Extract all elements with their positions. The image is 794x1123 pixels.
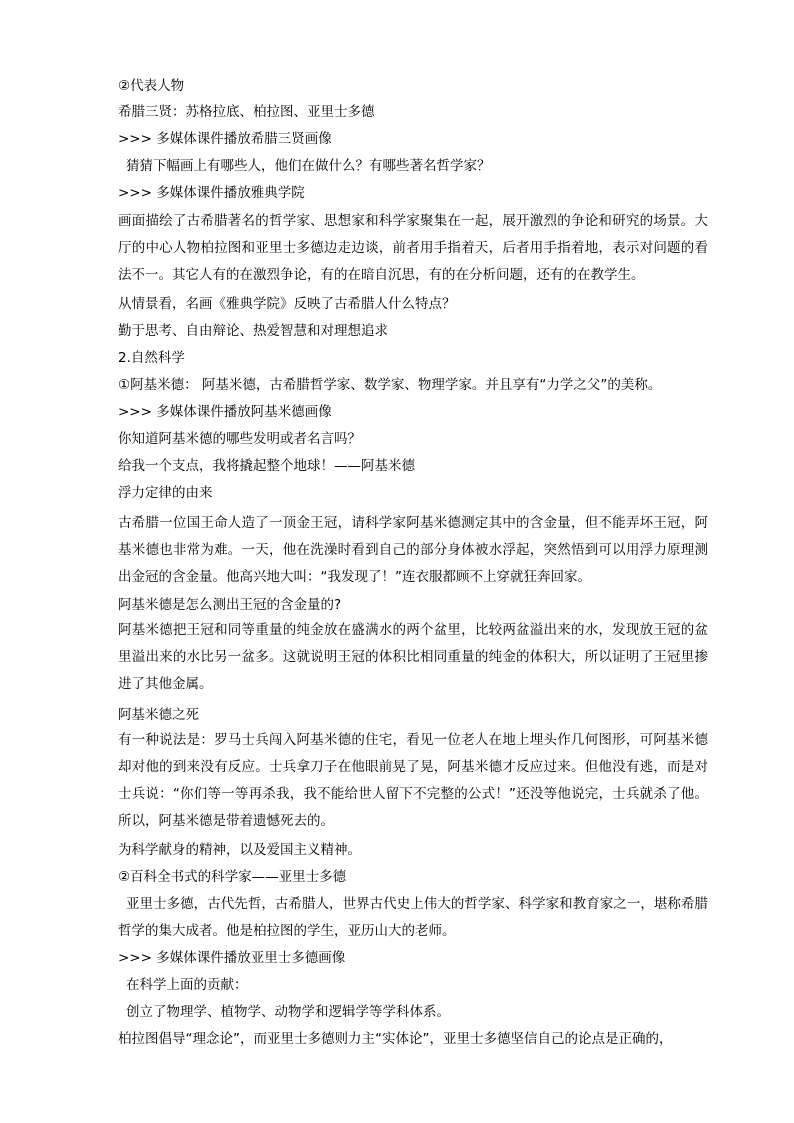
- subheading-natural-science: 2.自然科学: [118, 350, 185, 366]
- subheading-aristotle: ②百科全书式的科学家——亚里士多德: [118, 869, 347, 885]
- media-note-archimedes: >>> 多媒体课件播放阿基米德画像: [118, 404, 332, 420]
- question-painting: 猜猜下幅画上有哪些人，他们在做什么？有哪些著名哲学家？: [126, 158, 491, 174]
- paragraph-crown-method: 阿基米德把王冠和同等重量的纯金放在盛满水的两个盆里，比较两盆溢出来的水，发现放王冠的盆里溢出来的水比另一盆多。这就说明王冠的体积比相同重量的纯金的体积大，所以证明了王冠里掺进了其他金属。: [118, 622, 708, 692]
- paragraph-crown-story: 古希腊一位国王命人造了一顶金王冠，请科学家阿基米德测定其中的含金量，但不能弄坏王冠，阿基米德也非常为难。一天，他在洗澡时看到自己的部分身体被水浮起，突然悟到可以用浮力原理测出金冠的含金量。他高兴地大叫：“我发现了！”连衣服都顾不上穿就狂奔回家。: [118, 515, 708, 585]
- quote-archimedes: 给我一个支点，我将撬起整个地球！——阿基米德: [118, 458, 415, 474]
- subheading-representative-figures: ②代表人物: [118, 78, 185, 94]
- paragraph-painting-description: 画面描绘了古希腊著名的哲学家、思想家和科学家聚集在一起，展开激烈的争论和研究的场景。大厅的中心人物柏拉图和亚里士多德边走边谈，前者用手指着天，后者用手指着地，表示对问题的看法不一。其它人有的在激烈争论，有的在暗自沉思，有的在分析问题，还有的在教学生。: [118, 213, 708, 283]
- question-crown-measure: 阿基米德是怎么测出王冠的含金量的?: [118, 597, 342, 613]
- text-spirit: 为科学献身的精神，以及爱国主义精神。: [118, 842, 361, 858]
- question-archimedes-quotes: 你知道阿基米德的哪些发明或者名言吗？: [118, 431, 361, 447]
- media-note-three-sages: >>> 多媒体课件播放希腊三贤画像: [118, 131, 332, 147]
- text-three-sages: 希腊三贤：苏格拉底、柏拉图、亚里士多德: [118, 104, 375, 120]
- media-note-aristotle: >>> 多媒体课件播放亚里士多德画像: [118, 950, 346, 966]
- text-theory-contrast: 柏拉图倡导“理念论”，而亚里士多德则力主“实体论”，亚里士多德坚信自己的论点是正确的，: [118, 1031, 673, 1047]
- paragraph-aristotle-intro: 亚里士多德，古代先哲，古希腊人，世界古代史上伟大的哲学家、科学家和教育家之一，堪称希腊哲学的集大成者。他是柏拉图的学生，亚历山大的老师。: [118, 896, 708, 939]
- subheading-archimedes-death: 阿基米德之死: [118, 707, 199, 723]
- text-disciplines: 创立了物理学、植物学、动物学和逻辑学等学科体系。: [126, 1004, 450, 1020]
- answer-painting-features: 勤于思考、自由辩论、热爱智慧和对理想追求: [118, 323, 388, 339]
- media-note-school-of-athens: >>> 多媒体课件播放雅典学院: [118, 185, 305, 201]
- subheading-buoyancy: 浮力定律的由来: [118, 485, 213, 501]
- question-painting-features: 从情景看，名画《雅典学院》反映了古希腊人什么特点？: [118, 296, 456, 312]
- paragraph-archimedes-death: 有一种说法是：罗马士兵闯入阿基米德的住宅，看见一位老人在地上埋头作几何图形，可阿基米德却对他的到来没有反应。士兵拿刀子在他眼前晃了晃，阿基米德才反应过来。但他没有逃，而是对士兵说：“你们等一等再杀我，我不能给世人留下不完整的公式！”还没等他说完，士兵就杀了他。所以，阿基米德是带着遗憾死去的。: [118, 732, 708, 829]
- text-archimedes-intro: ①阿基米德： 阿基米德，古希腊哲学家、数学家、物理学家。并且享有“力学之父”的美称。: [118, 377, 662, 393]
- subheading-contributions: 在科学上面的贡献：: [126, 977, 248, 993]
